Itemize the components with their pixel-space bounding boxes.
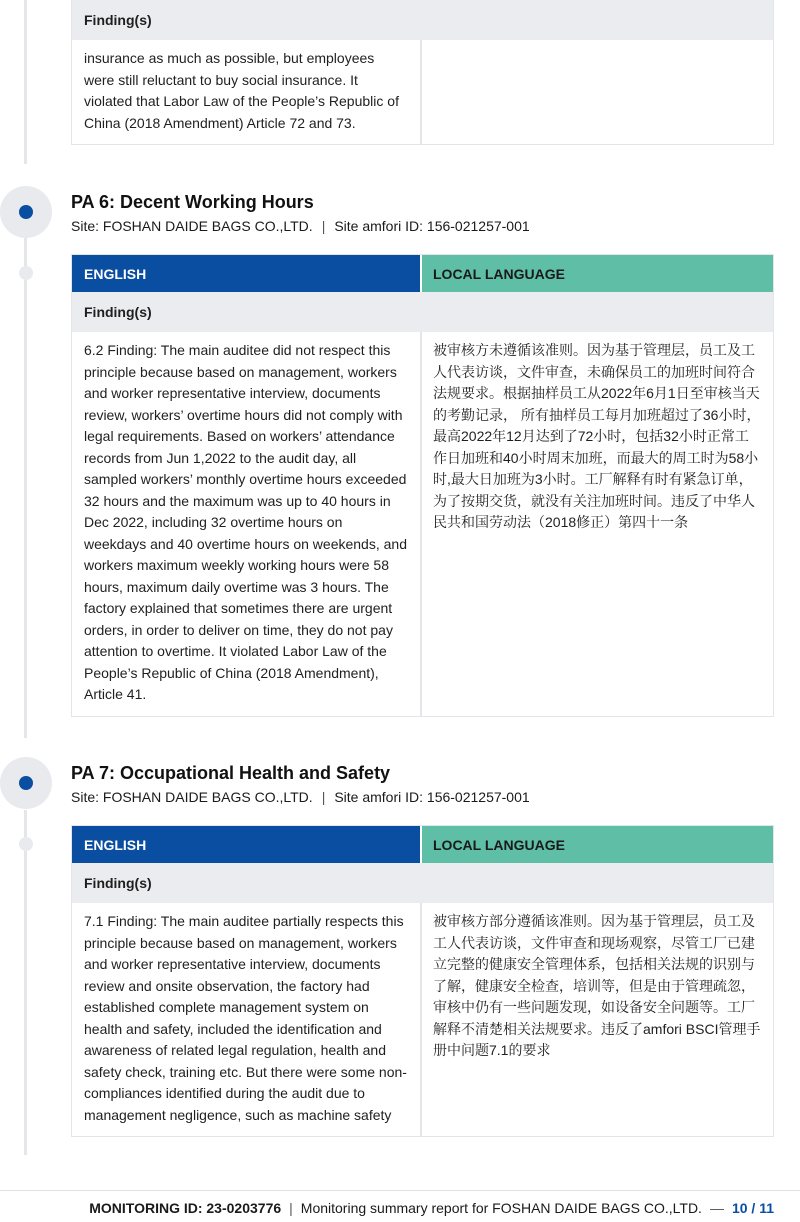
site-separator: | — [321, 789, 326, 805]
header-english: ENGLISH — [72, 255, 422, 292]
monitoring-id: MONITORING ID: 23-0203776 — [89, 1200, 282, 1216]
findings-table-pa7 — [71, 825, 774, 1137]
footer-dash: — — [709, 1200, 724, 1216]
site-id: Site amfori ID: 156-021257-001 — [334, 789, 530, 805]
timeline-small-dot — [19, 266, 33, 280]
timeline-line — [24, 238, 27, 738]
header-local-language: LOCAL LANGUAGE — [422, 255, 773, 292]
finding-local-text: 被审核方未遵循该准则。因为基于管理层，员工及工人代表访谈，文件审查，未确保员工的加班时间符合法规要求。根据抽样员工从2022年6月1日至审核当天的考勤记录， 所有抽样员工每月加班超过了36小时， 最高2022年12月达到了72小时，包括32小时正常工作日加班和40小时周末加班，而最大的周工时为58小时,最大日加班为3小时。工厂解释有时有紧急订单，为了按期交货，就没有关注加班时间。违反了中华人民共和国劳动法（2018修正）第四十一条 — [433, 342, 761, 530]
timeline-marker-pa7 — [0, 757, 52, 809]
site-id: Site amfori ID: 156-021257-001 — [334, 218, 530, 234]
section-title: PA 7: Occupational Health and Safety — [71, 763, 391, 783]
report-title: Monitoring summary report for FOSHAN DAIDE BAGS CO.,LTD. — [300, 1200, 702, 1216]
footer-separator: | — [289, 1200, 293, 1216]
finding-english-text: insurance as much as possible, but employees were still reluctant to buy social insurance. It violated that Labor Law of the People’s Republic of China (2018 Amendment) Article 72 and 73. — [72, 40, 422, 144]
page-number: 10 / 11 — [731, 1200, 774, 1216]
timeline-small-dot — [19, 837, 33, 851]
header-local-language: LOCAL LANGUAGE — [422, 826, 773, 863]
site-separator: | — [321, 218, 326, 234]
finding-local-text — [422, 40, 773, 144]
timeline-line — [24, 0, 27, 164]
header-english: ENGLISH — [72, 826, 422, 863]
site-info — [71, 218, 530, 234]
findings-table-pa6 — [71, 254, 774, 717]
finding-local-text: 被审核方部分遵循该准则。因为基于管理层，员工及工人代表访谈，文件审查和现场观察，尽管工厂已建立完整的健康安全管理体系，包括相关法规的识别与了解，健康安全检查，培训等，但是由于管理疏忽，审核中仍有一些问题发现，如设备安全问题等。工厂解释不清楚相关法规要求。违反了amfori BSCI管理手册中问题7.1的要求 — [433, 913, 761, 1058]
section-title: PA 6: Decent Working Hours — [71, 192, 314, 212]
finding-english-text: 6.2 Finding: The main auditee did not respect this principle because based on management, workers and worker representative interview, documents review, workers’ overtime hours did not comply with legal requirements. Based on workers’ attendance records from Jun 1,2022 to the audit day, all sampled workers’ monthly overtime hours exceeded 32 hours and the maximum was up to 40 hours in Dec 2022, including 32 overtime hours on weekdays and 40 overtime hours on weekends, and workers maximum weekly working hours were 58 hours, maximum daily overtime was 3 hours. The factory explained that sometimes there are urgent orders, in order to deliver on time, they do not pay attention to overtime. It violated Labor Law of the People’s Republic of China (2018 Amendment), Article 41. — [72, 332, 422, 716]
timeline-line — [24, 810, 27, 1155]
site-name: Site: FOSHAN DAIDE BAGS CO.,LTD. — [71, 218, 313, 234]
finding-english-text: 7.1 Finding: The main auditee partially respects this principle because based on management, workers and worker representative interview, documents review and onsite observation, the factory had established complete management system on health and safety, included the identification and awareness of related legal regulation, health and safety check, training etc. But there were some non-compliances identified during the audit due to management negligence, such as machine safety — [72, 903, 422, 1136]
timeline-dot-icon — [19, 776, 33, 790]
site-info — [71, 789, 530, 805]
finding-label: Finding(s) — [72, 863, 773, 903]
site-name: Site: FOSHAN DAIDE BAGS CO.,LTD. — [71, 789, 313, 805]
timeline-marker-pa6 — [0, 186, 52, 238]
footer-divider — [0, 1190, 800, 1191]
footer — [89, 1200, 774, 1216]
timeline-dot-icon — [19, 205, 33, 219]
finding-label: Finding(s) — [72, 0, 773, 40]
continuation-table — [71, 0, 774, 145]
finding-label: Finding(s) — [72, 292, 773, 332]
